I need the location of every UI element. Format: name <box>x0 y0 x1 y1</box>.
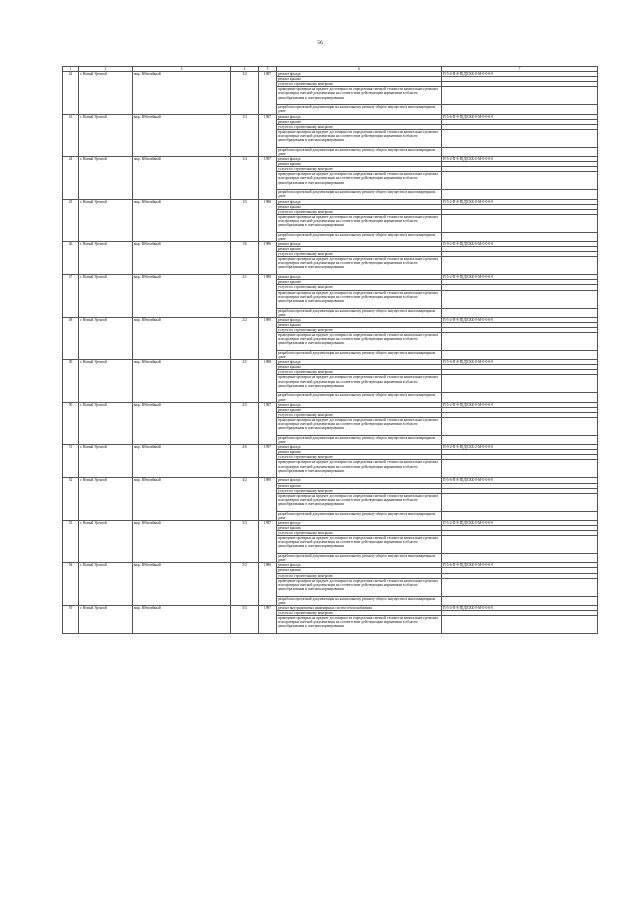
house-cell: 5/2 <box>231 563 259 605</box>
registry-code-cell: П-5-2-П-8-П[Д]СКБ-0-М-0-0-0-0 <box>442 275 598 280</box>
work-type-cell: проведение проверки на предмет достоверности определения сметной стоимости капитального ремонта или проверки сметной документации на соответствие действующим нормативам в области ценообразования в сметном нормировании <box>277 333 442 351</box>
work-type-cell: ремонт крыши <box>277 247 442 252</box>
registry-code-cell <box>442 190 598 199</box>
work-type-cell: ремонт крыши <box>277 77 442 82</box>
work-type-cell: ремонт крыши <box>277 162 442 167</box>
row-number: 54 <box>63 563 79 605</box>
work-type-cell: услуги по строительному контролю <box>277 455 442 460</box>
work-type-cell: услуги по строительному контролю <box>277 252 442 257</box>
registry-code-cell <box>442 554 598 563</box>
row-number: 46 <box>63 241 79 274</box>
registry-code-cell <box>442 308 598 317</box>
work-type-cell: ремонт крыши <box>277 568 442 573</box>
row-number: 42 <box>63 72 79 114</box>
work-type-cell: ремонт фасада <box>277 563 442 568</box>
work-type-cell: ремонт фасада <box>277 275 442 280</box>
year-cell: 1989 <box>259 478 277 520</box>
row-number: 47 <box>63 275 79 317</box>
column-header: 6 <box>277 67 442 72</box>
year-cell: 1997 <box>259 445 277 478</box>
row-number: 52 <box>63 478 79 520</box>
year-cell: 1986 <box>259 563 277 605</box>
year-cell: 1987 <box>259 72 277 114</box>
registry-code-cell <box>442 596 598 605</box>
work-type-cell: проведение проверки на предмет достоверности определения сметной стоимости капитального ремонта или проверки сметной документации на соответствие действующим нормативам в области ценообразования в сметном нормировании <box>277 290 442 308</box>
city-cell: г. Новый Уренгой <box>79 520 133 562</box>
house-cell: 1/5 <box>231 199 259 241</box>
registry-code-cell <box>442 214 598 232</box>
registry-code-cell <box>442 578 598 596</box>
city-cell: г. Новый Уренгой <box>79 72 133 114</box>
registry-code-cell: П-5-6-П-8-П[Д]СКБ-0-М-0-0-0-0 <box>442 563 598 568</box>
registry-code-cell: П-5-4-П-8-П[Д]СКБ-0-М-0-0-0-0 <box>442 605 598 610</box>
work-type-cell: проведение проверки на предмет достоверности определения сметной стоимости капитального ремонта или проверки сметной документации на соответствие действующим нормативам в области ценообразования в сметном нормировании <box>277 257 442 275</box>
address-cell: мкр. Юбилейный <box>133 605 231 633</box>
city-cell: г. Новый Уренгой <box>79 445 133 478</box>
work-type-cell: услуги по строительному контролю <box>277 370 442 375</box>
registry-code-cell <box>442 129 598 147</box>
work-type-cell: ремонт фасада <box>277 157 442 162</box>
registry-code-cell: П-5-2-П-8-П[Д]СКБ-0-М-0-0-0-0 <box>442 199 598 204</box>
capital-repair-table <box>62 66 598 634</box>
year-cell: 1987 <box>259 114 277 156</box>
house-cell: 2/5 <box>231 360 259 402</box>
registry-code-cell <box>442 493 598 511</box>
work-type-cell: разработка проектной документации на капитальному ремонту общего имущества в многоквартирном доме <box>277 393 442 402</box>
house-cell: 2/2 <box>231 317 259 359</box>
registry-code-cell: П-5-6-П-8-П[Д]СКБ-0-М-0-0-0-0 <box>442 360 598 365</box>
address-cell: мкр. Юбилейный <box>133 402 231 444</box>
work-type-cell: разработка проектной документации на капитальному ремонту общего имущества в многоквартирном доме <box>277 190 442 199</box>
work-type-cell: разработка проектной документации на капитальному ремонту общего имущества в многоквартирном доме <box>277 147 442 156</box>
registry-code-cell <box>442 393 598 402</box>
registry-code-cell: П-5-4-П-8-П[Д]СКБ-0-М-0-0-0-0 <box>442 72 598 77</box>
work-type-cell: услуги по строительному контролю <box>277 82 442 87</box>
work-type-cell: услуги по строительному контролю <box>277 124 442 129</box>
work-type-cell: услуги по строительному контролю <box>277 573 442 578</box>
work-type-cell: ремонт крыши <box>277 322 442 327</box>
column-header: 5 <box>259 67 277 72</box>
address-cell: мкр. Юбилейный <box>133 563 231 605</box>
city-cell: г. Новый Уренгой <box>79 402 133 444</box>
city-cell: г. Новый Уренгой <box>79 317 133 359</box>
work-type-cell: разработка проектной документации на капитальному ремонту общего имущества в многоквартирном доме <box>277 232 442 241</box>
work-type-cell: ремонт фасада <box>277 199 442 204</box>
registry-code-cell <box>442 351 598 360</box>
registry-code-cell <box>442 616 598 634</box>
row-number: 53 <box>63 520 79 562</box>
work-type-cell: услуги по строительному контролю <box>277 488 442 493</box>
house-cell: 4/2 <box>231 478 259 520</box>
year-cell: 1987 <box>259 157 277 199</box>
work-type-cell: проведение проверки на предмет достоверности определения сметной стоимости капитального ремонта или проверки сметной документации на соответствие действующим нормативам в области ценообразования в сметном нормировании <box>277 616 442 634</box>
work-type-cell: проведение проверки на предмет достоверности определения сметной стоимости капитального ремонта или проверки сметной документации на соответствие действующим нормативам в области ценообразования в сметном нормировании <box>277 87 442 105</box>
row-number: 55 <box>63 605 79 633</box>
house-cell: 1/6 <box>231 241 259 274</box>
work-type-cell: проведение проверки на предмет достоверности определения сметной стоимости капитального ремонта или проверки сметной документации на соответствие действующим нормативам в области ценообразования в сметном нормировании <box>277 493 442 511</box>
address-cell: мкр. Юбилейный <box>133 157 231 199</box>
column-header: 4 <box>231 67 259 72</box>
work-type-cell: ремонт крыши <box>277 204 442 209</box>
work-type-cell: ремонт крыши <box>277 450 442 455</box>
registry-code-cell: П-9-2-П-8-П[Д]СКБ-0-М-0-0-0-0 <box>442 241 598 246</box>
city-cell: г. Новый Уренгой <box>79 114 133 156</box>
work-type-cell: ремонт фасада <box>277 114 442 119</box>
year-cell: 1986 <box>259 241 277 274</box>
house-cell: 2/1 <box>231 275 259 317</box>
house-cell: 5/3 <box>231 605 259 633</box>
work-type-cell: ремонт фасада <box>277 241 442 246</box>
row-number: 43 <box>63 114 79 156</box>
city-cell: г. Новый Уренгой <box>79 275 133 317</box>
work-type-cell: разработка проектной документации на капитальному ремонту общего имущества в многоквартирном доме <box>277 351 442 360</box>
row-number: 50 <box>63 402 79 444</box>
work-type-cell: разработка проектной документации на капитальному ремонту общего имущества в многоквартирном доме <box>277 554 442 563</box>
registry-code-cell <box>442 460 598 478</box>
address-cell: мкр. Юбилейный <box>133 199 231 241</box>
work-type-cell: ремонт фасада <box>277 72 442 77</box>
address-cell: мкр. Юбилейный <box>133 445 231 478</box>
work-type-cell: услуги по строительному контролю <box>277 531 442 536</box>
work-type-cell: разработка проектной документации на капитальному ремонту общего имущества в многоквартирном доме <box>277 596 442 605</box>
work-type-cell: проведение проверки на предмет достоверности определения сметной стоимости капитального ремонта или проверки сметной документации на соответствие действующим нормативам в области ценообразования в сметном нормировании <box>277 536 442 554</box>
work-type-cell: ремонт крыши <box>277 119 442 124</box>
registry-code-cell <box>442 511 598 520</box>
work-type-cell: разработка проектной документации на капитальному ремонту общего имущества в многоквартирном доме <box>277 511 442 520</box>
work-type-cell: проведение проверки на предмет достоверности определения сметной стоимости капитального ремонта или проверки сметной документации на соответствие действующим нормативам в области ценообразования в сметном нормировании <box>277 578 442 596</box>
registry-code-cell <box>442 257 598 275</box>
city-cell: г. Новый Уренгой <box>79 563 133 605</box>
city-cell: г. Новый Уренгой <box>79 478 133 520</box>
row-number: 45 <box>63 199 79 241</box>
work-type-cell: ремонт внутридомовых инженерных систем теплоснабжения <box>277 605 442 610</box>
registry-code-cell: П-5-2-П-8-П[Д]СКБ-0-М-0-0-0-0 <box>442 317 598 322</box>
city-cell: г. Новый Уренгой <box>79 157 133 199</box>
work-type-cell: услуги по строительному контролю <box>277 285 442 290</box>
work-type-cell: ремонт фасада <box>277 478 442 483</box>
registry-code-cell <box>442 105 598 114</box>
work-type-cell: ремонт фасада <box>277 402 442 407</box>
registry-code-cell: П-9-2-П-8-П[Д]СКБ-2-М-0-0-0-0 <box>442 445 598 450</box>
work-type-cell: разработка проектной документации на капитальному ремонту общего имущества в многоквартирном доме <box>277 105 442 114</box>
registry-code-cell <box>442 417 598 435</box>
row-number: 51 <box>63 445 79 478</box>
page-number: 56 <box>317 40 323 46</box>
address-cell: мкр. Юбилейный <box>133 317 231 359</box>
registry-code-cell <box>442 290 598 308</box>
year-cell: 1986 <box>259 199 277 241</box>
work-type-cell: ремонт фасада <box>277 520 442 525</box>
work-type-cell: проведение проверки на предмет достоверности определения сметной стоимости капитального ремонта или проверки сметной документации на соответствие действующим нормативам в области ценообразования в сметном нормировании <box>277 214 442 232</box>
registry-code-cell: П-5-6-П-8-П[Д]СКБ-0-М-0-0-0-0 <box>442 478 598 483</box>
city-cell: г. Новый Уренгой <box>79 241 133 274</box>
registry-code-cell <box>442 375 598 393</box>
work-type-cell: проведение проверки на предмет достоверности определения сметной стоимости капитального ремонта или проверки сметной документации на соответствие действующим нормативам в области ценообразования в сметном нормировании <box>277 172 442 190</box>
year-cell: 1989 <box>259 317 277 359</box>
column-header: 3 <box>133 67 231 72</box>
registry-code-cell: П-5-2-П-8-П[Д]СКБ-0-М-0-0-0-0 <box>442 520 598 525</box>
work-type-cell: ремонт крыши <box>277 525 442 530</box>
address-cell: мкр. Юбилейный <box>133 360 231 402</box>
house-cell: 2/5 <box>231 402 259 444</box>
work-type-cell: ремонт крыши <box>277 483 442 488</box>
address-cell: мкр. Юбилейный <box>133 275 231 317</box>
registry-code-cell <box>442 435 598 444</box>
year-cell: 1987 <box>259 605 277 633</box>
work-type-cell: услуги по строительному контролю <box>277 209 442 214</box>
city-cell: г. Новый Уренгой <box>79 199 133 241</box>
work-type-cell: услуги по строительному контролю <box>277 412 442 417</box>
address-cell: мкр. Юбилейный <box>133 241 231 274</box>
house-cell: 5/3 <box>231 520 259 562</box>
work-type-cell: ремонт крыши <box>277 407 442 412</box>
address-cell: мкр. Юбилейный <box>133 72 231 114</box>
work-type-cell: услуги по строительному контролю <box>277 610 442 615</box>
house-cell: 1/3 <box>231 114 259 156</box>
registry-code-cell <box>442 147 598 156</box>
work-type-cell: проведение проверки на предмет достоверности определения сметной стоимости капитального ремонта или проверки сметной документации на соответствие действующим нормативам в области ценообразования в сметном нормировании <box>277 129 442 147</box>
column-header: 1 <box>63 67 79 72</box>
row-number: 49 <box>63 360 79 402</box>
work-type-cell: ремонт крыши <box>277 365 442 370</box>
address-cell: мкр. Юбилейный <box>133 114 231 156</box>
work-type-cell: услуги по строительному контролю <box>277 327 442 332</box>
registry-code-cell <box>442 333 598 351</box>
registry-code-cell: П-5-2-П-8-П[Д]СКБ-0-М-0-0-0-0 <box>442 157 598 162</box>
city-cell: г. Новый Уренгой <box>79 360 133 402</box>
address-cell: мкр. Юбилейный <box>133 520 231 562</box>
house-cell: 2/6 <box>231 445 259 478</box>
city-cell: г. Новый Уренгой <box>79 605 133 633</box>
work-type-cell: разработка проектной документации на капитальному ремонту общего имущества в многоквартирном доме <box>277 435 442 444</box>
address-cell: мкр. Юбилейный <box>133 478 231 520</box>
registry-code-cell <box>442 172 598 190</box>
house-cell: 1/2 <box>231 72 259 114</box>
registry-code-cell: П-5-6-П-8-П[Д]СКБ-0-М-0-0-0-0 <box>442 114 598 119</box>
work-type-cell: ремонт фасада <box>277 317 442 322</box>
registry-code-cell <box>442 87 598 105</box>
column-header: 7 <box>442 67 598 72</box>
year-cell: 1988 <box>259 360 277 402</box>
work-type-cell: проведение проверки на предмет достоверности определения сметной стоимости капитального ремонта или проверки сметной документации на соответствие действующим нормативам в области ценообразования в сметном нормировании <box>277 460 442 478</box>
work-type-cell: ремонт фасада <box>277 360 442 365</box>
registry-code-cell <box>442 232 598 241</box>
work-type-cell: проведение проверки на предмет достоверности определения сметной стоимости капитального ремонта или проверки сметной документации на соответствие действующим нормативам в области ценообразования в сметном нормировании <box>277 417 442 435</box>
work-type-cell: ремонт крыши <box>277 280 442 285</box>
year-cell: 1987 <box>259 520 277 562</box>
row-number: 48 <box>63 317 79 359</box>
work-type-cell: ремонт фасада <box>277 445 442 450</box>
year-cell: 1988 <box>259 275 277 317</box>
row-number: 44 <box>63 157 79 199</box>
work-type-cell: услуги по строительному контролю <box>277 167 442 172</box>
registry-code-cell <box>442 536 598 554</box>
work-type-cell: проведение проверки на предмет достоверности определения сметной стоимости капитального ремонта или проверки сметной документации на соответствие действующим нормативам в области ценообразования в сметном нормировании <box>277 375 442 393</box>
work-type-cell: разработка проектной документации на капитальному ремонту общего имущества в многоквартирном доме <box>277 308 442 317</box>
registry-code-cell: П-5-2-П-8-П[Д]СКБ-0-М-0-0-0-0 <box>442 402 598 407</box>
column-header: 2 <box>79 67 133 72</box>
house-cell: 1/4 <box>231 157 259 199</box>
year-cell: 1987 <box>259 402 277 444</box>
